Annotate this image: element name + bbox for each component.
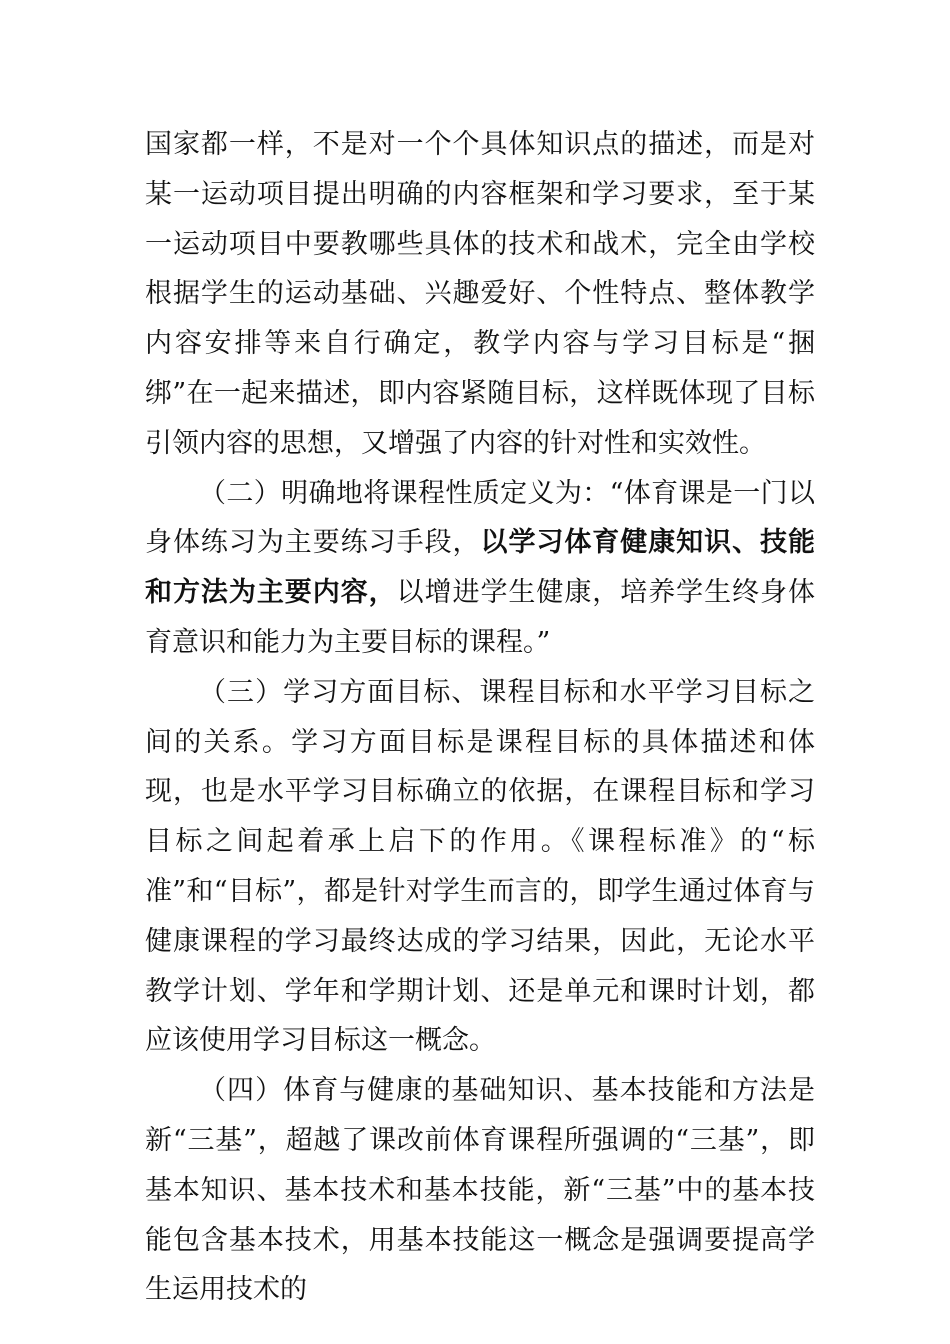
paragraph-4-text: （四）体育与健康的基础知识、基本技能和方法是新“三基”，超越了课改前体育课程所强调的“三基”，即基本知识、基本技术和基本技能，新“三基”中的基本技能包含基本技术，用基本技能这一概念是强调要提高学生运用技术的 [145, 1075, 815, 1306]
paragraph-4 [145, 1066, 815, 1315]
paragraph-2-text-a: （二）明确地将课程性质定义为：“体育课是一门以身体练习为主要练习手段， [145, 477, 815, 559]
paragraph-1-text: 国家都一样，不是对一个个具体知识点的描述，而是对某一运动项目提出明确的内容框架和学习要求，至于某一运动项目中要教哪些具体的技术和战术，完全由学校根据学生的运动基础、兴趣爱好、个性特点、整体教学内容安排等来自行确定，教学内容与学习目标是“捆绑”在一起来描述，即内容紧随目标，这样既体现了目标引领内容的思想，又增强了内容的针对性和实效性。 [145, 129, 815, 459]
paragraph-2-text-b: 以增进学生健康，培养学生终身体育意识和能力为主要目标的课程。” [145, 577, 816, 658]
paragraph-2 [145, 469, 815, 668]
paragraph-3-text: （三）学习方面目标、课程目标和水平学习目标之间的关系。学习方面目标是课程目标的具体描述和体现，也是水平学习目标确立的依据，在课程目标和学习目标之间起着承上启下的作用。《课程标准》的“标准”和“目标”，都是针对学生而言的，即学生通过体育与健康课程的学习最终达成的学习结果，因此，无论水平教学计划、学年和学期计划、还是单元和课时计划，都应该使用学习目标这一概念。 [145, 676, 815, 1057]
paragraph-2-bold-text: 以学习体育健康知识、技能和方法为主要内容， [145, 527, 816, 609]
paragraph-3 [145, 668, 815, 1066]
document-body [145, 120, 815, 1315]
paragraph-1 [145, 120, 815, 469]
